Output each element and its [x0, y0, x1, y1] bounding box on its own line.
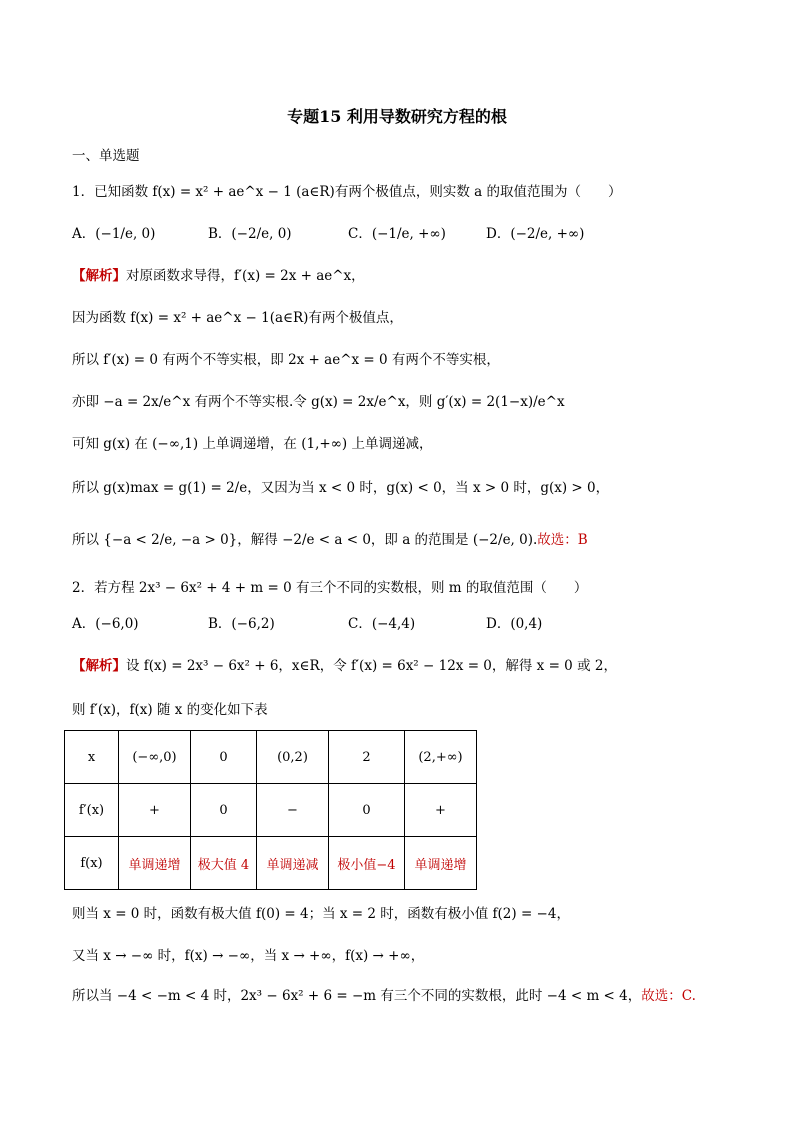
q2-solution-tag: 【解析】 [72, 658, 126, 674]
variation-table [64, 730, 477, 890]
table-cell: 单调递增 [405, 837, 477, 890]
table-cell: 0 [191, 784, 257, 837]
q1-option-d: D．(−2/e, +∞) [486, 226, 585, 242]
table-cell: 2 [329, 731, 405, 784]
q1-line-1-text: 对原函数求导得，f′(x) = 2x + ae^x， [126, 268, 365, 284]
q1-solution-line-5: 可知 g(x) 在 (−∞,1) 上单调递增，在 (1,+∞) 上单调递减， [72, 436, 433, 452]
table-row [65, 784, 477, 837]
table-cell: 单调递减 [257, 837, 329, 890]
table-cell: 0 [191, 731, 257, 784]
q2-option-d: D．(0,4) [486, 616, 543, 632]
section-heading: 一、单选题 [72, 148, 140, 164]
q1-solution-line-3: 所以 f′(x) = 0 有两个不等实根，即 2x + ae^x = 0 有两个不等实根， [72, 352, 500, 368]
q2-solution-line-2: 则 f′(x)，f(x) 随 x 的变化如下表 [72, 702, 268, 718]
table-row [65, 731, 477, 784]
q1-option-b: B．(−2/e, 0) [208, 226, 292, 242]
q2-after-line-1: 则当 x = 0 时，函数有极大值 f(0) = 4；当 x = 2 时，函数有极小值 f(2) = −4， [72, 906, 570, 922]
q2-after-line-2: 又当 x → −∞ 时，f(x) → −∞，当 x → +∞，f(x) → +∞， [72, 948, 425, 964]
q2-line-1-text: 设 f(x) = 2x³ − 6x² + 6，x∈R，令 f′(x) = 6x² − 12x = 0，解得 x = 0 或 2， [126, 658, 617, 674]
table-cell: 极小值−4 [329, 837, 405, 890]
table-cell: f(x) [65, 837, 119, 890]
q1-solution-line-6: 所以 g(x)max = g(1) = 2/e，又因为当 x < 0 时，g(x) < 0，当 x > 0 时，g(x) > 0， [72, 480, 610, 496]
table-cell: + [405, 784, 477, 837]
q1-solution-line-2: 因为函数 f(x) = x² + ae^x − 1(a∈R)有两个极值点， [72, 310, 403, 326]
table-cell: 极大值 4 [191, 837, 257, 890]
table-cell: + [119, 784, 191, 837]
q1-stem: 1．已知函数 f(x) = x² + ae^x − 1 (a∈R)有两个极值点，则实数 a 的取值范围为（ ） [72, 184, 622, 200]
q2-solution-line-1 [72, 656, 617, 676]
q2-option-b: B．(−6,2) [208, 616, 275, 632]
table-cell: (0,2) [257, 731, 329, 784]
q1-solution-line-1 [72, 266, 365, 286]
table-cell: 0 [329, 784, 405, 837]
table-cell: x [65, 731, 119, 784]
q2-after-line-3: 所以当 −4 < −m < 4 时，2x³ − 6x² + 6 = −m 有三个不同的实数根，此时 −4 < m < 4，故选：C. [72, 988, 696, 1004]
table-cell: (−∞,0) [119, 731, 191, 784]
table-cell: f′(x) [65, 784, 119, 837]
q2-option-a: A．(−6,0) [72, 616, 139, 632]
table-cell: − [257, 784, 329, 837]
q2-stem: 2．若方程 2x³ − 6x² + 4 + m = 0 有三个不同的实数根，则 m 的取值范围（ ） [72, 580, 588, 596]
q1-option-a: A．(−1/e, 0) [72, 226, 156, 242]
page-title: 专题15 利用导数研究方程的根 [287, 107, 507, 126]
table-cell: (2,+∞) [405, 731, 477, 784]
table-cell: 单调递增 [119, 837, 191, 890]
q1-solution-line-7: 所以 {−a < 2/e, −a > 0}，解得 −2/e < a < 0，即 a 的范围是 (−2/e, 0).故选：B [72, 532, 588, 548]
q1-solution-line-4: 亦即 −a = 2x/e^x 有两个不等实根.令 g(x) = 2x/e^x，则 g′(x) = 2(1−x)/e^x [72, 394, 565, 410]
q1-solution-tag: 【解析】 [72, 268, 126, 284]
q1-option-c: C．(−1/e, +∞) [348, 226, 446, 242]
table-row [65, 837, 477, 890]
q2-option-c: C．(−4,4) [348, 616, 416, 632]
